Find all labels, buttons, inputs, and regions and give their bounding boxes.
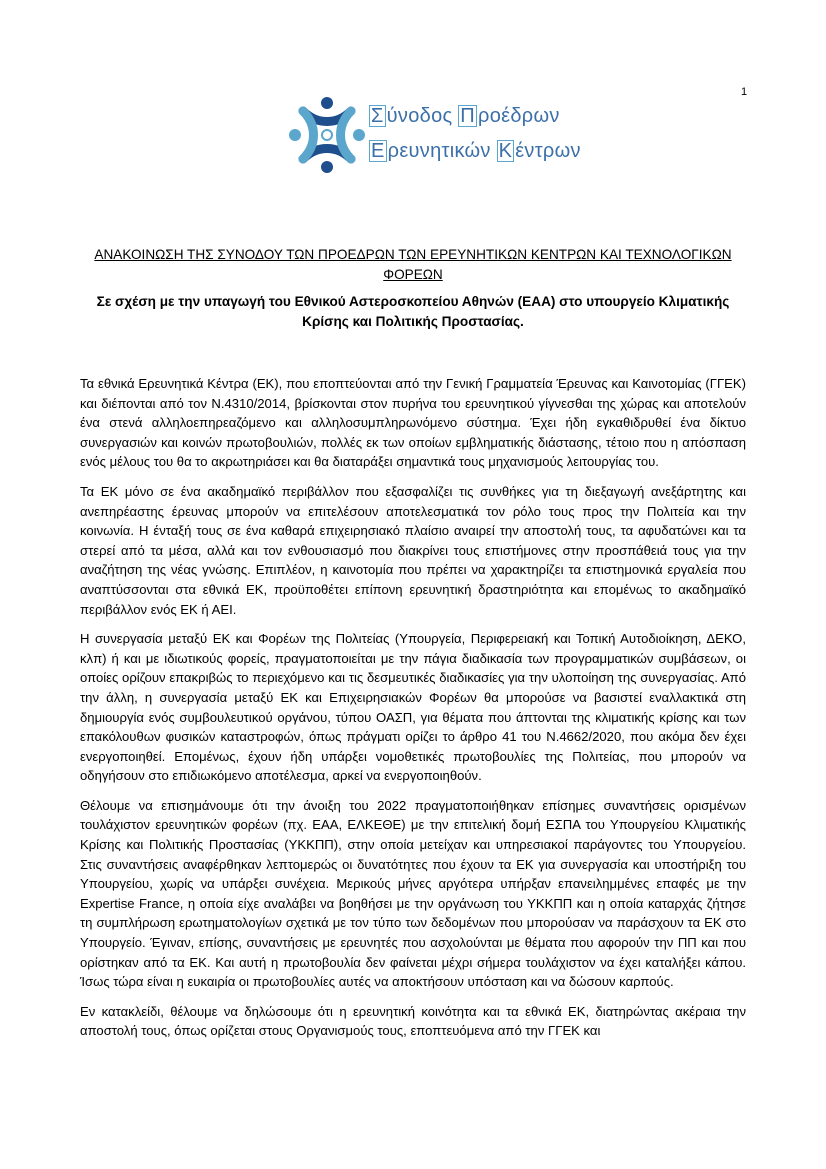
page-number: 1 <box>741 86 748 98</box>
logo-text-line2 <box>369 140 581 163</box>
body-paragraph: Εν κατακλείδι, θέλουμε να δηλώσουμε ότι η ερευνητική κοινότητα και τα εθνικά ΕΚ, διατηρώντας ακέραια την αποστολή τους, όπως ορίζεται στους Οργανισμούς τους, εποπτευόμενα από την ΓΓΕΚ και <box>80 1003 746 1039</box>
molecule-logo-icon <box>287 95 367 175</box>
body-paragraph: Τα ΕΚ μόνο σε ένα ακαδημαϊκό περιβάλλον που εξασφαλίζει τις συνθήκες για τη διεξαγωγή ανεξάρτητης και ανεπηρέαστης έρευνας μπορούν να επιτελέσουν αποτελεσματικά τον ρόλο τους προς την Πολιτεία και την κοινωνία. Η ένταξή τους σε ένα καθαρά επιχειρησιακό πλαίσιο αναιρεί την αποστολή τους, τα αφυδατώνει και τα στερεί από τα μέσα, αλλά και τον ενθουσιασμό που διακρίνει τους επιστήμονες στην προσπάθειά τους για την αναζήτηση της νέας γνώσης. Επιπλέον, η καινοτομία που πρέπει να χαρακτηρίζει τα επιστημονικά εργαλεία που αναπτύσσονται στα εθνικά ΕΚ, προϋποθέτει επίπονη ερευνητική δραστηριότητα και επομένως το ακαδημαϊκό περιβάλλον ενός ΕΚ ή ΑΕΙ. <box>80 483 746 617</box>
body-paragraph: Τα εθνικά Ερευνητικά Κέντρα (ΕΚ), που εποπτεύονται από την Γενική Γραμματεία Έρευνας και Καινοτομίας (ΓΓΕΚ) και διέπονται από τον Ν.4310/2014, βρίσκονται στον πυρήνα του ερευνητικού γίγνεσθαι της χώρας και αποτελούν ένα στενά αλληλοεπηρεαζόμενο και αλληλοσυμπληρωνόμενο σύστημα. Έχει ήδη εγκαθιδρυθεί ένα δίκτυο συνεργασιών και κοινών πρωτοβουλιών, πολλές εκ των οποίων εμβληματικής διάστασης, τέτοιο που η απόσπαση ενός μέλους του θα το ακρωτηριάσει και θα διαταράξει σημαντικά τους μηχανισμούς λειτουργίας του. <box>80 376 746 470</box>
logo-word: ύνοδος <box>386 105 459 127</box>
document-body <box>80 374 746 1051</box>
logo-initial: Κ <box>498 140 513 162</box>
document-title: ΑΝΑΚΟΙΝΩΣΗ ΤΗΣ ΣΥΝΟΔΟΥ ΤΩΝ ΠΡΟΕΔΡΩΝ ΤΩΝ ΕΡΕΥΝΗΤΙΚΩΝ ΚΕΝΤΡΩΝ ΚΑΙ ΤΕΧΝΟΛΟΓΙΚΩΝ ΦΟΡΕΩΝ <box>94 247 732 282</box>
logo-initial: Π <box>460 105 476 127</box>
logo-text-line1 <box>369 105 560 128</box>
document-subtitle: Σε σχέση με την υπαγωγή του Εθνικού Αστεροσκοπείου Αθηνών (ΕΑΑ) στο υπουργείο Κλιματικής Κρίσης και Πολιτικής Προστασίας. <box>96 294 730 329</box>
body-paragraph: Η συνεργασία μεταξύ ΕΚ και Φορέων της Πολιτείας (Υπουργεία, Περιφερειακή και Τοπική Αυτοδιοίκηση, ΔΕΚΟ, κλπ) ή και με ιδιωτικούς φορείς, πραγματοποιείται με την πάγια διαδικασία των προγραμματικών συμβάσεων, οι οποίες ορίζουν επακριβώς το περιεχόμενο και τις δεσμευτικές διαδικασίες για την υλοποίηση της συνεργασίας. Από την άλλη, η συνεργασία μεταξύ ΕΚ και Επιχειρησιακών Φορέων θα μπορούσε να βασιστεί εναλλακτικά στη δημιουργία ενός συμβουλευτικού οργάνου, τύπου ΟΑΣΠ, για θέματα που άπτονται της κλιματικής κρίσης και των επακόλουθων φυσικών καταστροφών, όπως πράγματι ορίζει το άρθρο 41 του Ν.4662/2020, που ακόμα δεν έχει ενεργοποιηθεί. Επομένως, έχουν ήδη υπάρξει νομοθετικές πρωτοβουλίες της Πολιτείας, που μπορούν να οδηγήσουν στο επιδιωκόμενο αποτέλεσμα, αρκεί να ενεργοποιηθούν. <box>80 631 746 784</box>
body-paragraph: Θέλουμε να επισημάνουμε ότι την άνοιξη του 2022 πραγματοποιήθηκαν επίσημες συναντήσεις ορισμένων τουλάχιστον ερευνητικών φορέων (πχ. ΕΑΑ, ΕΛΚΕΘΕ) με την επιτελική δομή ΕΣΠΑ του Υπουργείου Κλιματικής Κρίσης και Πολιτικής Προστασίας (ΥΚΚΠΠ), στην οποία μετείχαν και υπηρεσιακοί παράγοντες του Υπουργείου. Στις συναντήσεις αναφέρθηκαν λεπτομερώς οι δυνατότητες που έχουν τα ΕΚ για συνεργασία και υποστήριξη του Υπουργείου, χωρίς να υπάρξει συνέχεια. Μερικούς μήνες αργότερα υπήρξαν επανειλημμένες επαφές με την Expertise France, η οποία είχε αναλάβει να βοηθήσει με την οργάνωση του ΥΚΚΠΠ και η οποία καταρχάς ζήτησε τη συμπλήρωση ερωτηματολογίων σχετικά με τον τύπο των δεδομένων που μπορούσαν να παράσχουν τα ΕΚ στο Υπουργείο. Έγιναν, επίσης, συναντήσεις με ερευνητές που ασχολούνται με θέματα που αφορούν την ΠΠ και που ορίστηκαν από τα ΕΚ. Και αυτή η πρωτοβουλία δεν φαίνεται μέχρι σήμερα τουλάχιστον να έχει καταλήξει κάπου. Ίσως τώρα είναι η ευκαιρία οι πρωτοβουλίες αυτές να αποκτήσουν υπόσταση και να δώσουν καρπούς. <box>80 797 746 990</box>
logo-word: ρευνητικών <box>387 140 497 162</box>
logo-initial: Ε <box>371 140 385 162</box>
organization-logo <box>287 95 581 175</box>
logo-word: έντρων <box>515 140 581 162</box>
logo-initial: Σ <box>371 105 384 127</box>
logo-word: ροέδρων <box>478 105 560 127</box>
